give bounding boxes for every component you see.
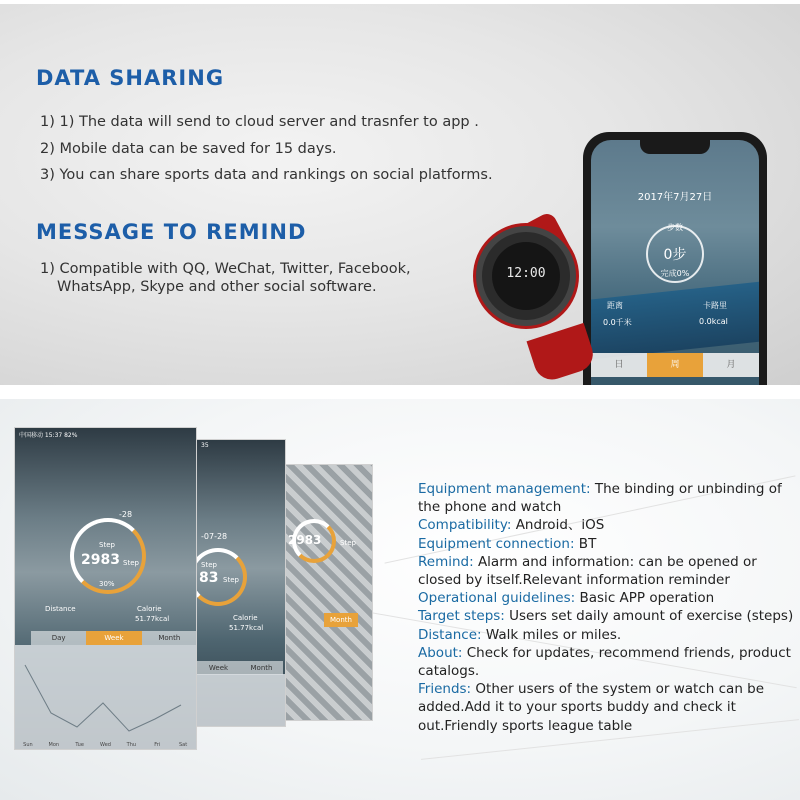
phone-notch [640, 140, 710, 154]
screen-percent: 30% [99, 580, 115, 588]
feature-label: Remind: [418, 553, 474, 570]
weekday-label: Sat [178, 742, 188, 748]
phone-date: 2017年7月27日 [637, 192, 713, 203]
feature-label: Operational guidelines: [418, 590, 576, 607]
screen-steps-unit: Step [340, 539, 356, 547]
screen-status-bar: 中国移动 15:37 82% [19, 432, 78, 439]
feature-text: The binding or unbinding of the phone and watch [418, 481, 782, 516]
phone-screen [591, 140, 759, 385]
tab-month[interactable]: 月 [726, 360, 736, 370]
feature-item [418, 553, 800, 589]
screen-steps-label: Step [99, 541, 115, 549]
weekday-label: Thu [126, 742, 137, 748]
tab-week[interactable]: Week [86, 631, 141, 645]
screen-history-chart [197, 674, 285, 726]
screen-steps-value: 2983 [81, 552, 120, 568]
screen-steps-label: Step [201, 561, 217, 569]
message-remind-heading: MESSAGE TO REMIND [36, 220, 307, 244]
phone-steps-label: 步数 [667, 223, 683, 232]
phone-steps-value: 0步 [663, 247, 687, 263]
feature-list [418, 480, 800, 735]
feature-item [418, 589, 800, 607]
phone-period-tabs [591, 353, 759, 377]
feature-text: Other users of the system or watch can be added.Add it to your sports buddy and check it out.Friendly sports league table [418, 681, 765, 734]
phone-mockup [583, 132, 767, 385]
tab-week[interactable]: Week [208, 664, 229, 672]
tab-month[interactable]: Month [324, 613, 358, 627]
feature-text: Basic APP operation [575, 590, 715, 607]
data-sharing-item: 2) Mobile data can be saved for 15 days. [40, 141, 337, 157]
feature-item [418, 516, 800, 534]
screen-date: -28 [119, 510, 133, 519]
screen-history-chart [15, 645, 196, 749]
screen-period-tabs [197, 661, 283, 675]
tab-day[interactable]: Day [51, 634, 66, 642]
screen-calorie-label: Calorie [137, 605, 162, 613]
app-features-panel [0, 399, 800, 800]
message-remind-line: WhatsApp, Skype and other social software. [57, 279, 377, 295]
feature-label: Friends: [418, 681, 472, 698]
feature-text: BT [574, 535, 597, 552]
screen-status-bar: 35 [201, 442, 209, 449]
watch-time: 12:00 [506, 266, 546, 281]
watch-face [492, 242, 560, 310]
data-sharing-item: 1) 1) The data will send to cloud server and trasnfer to app . [40, 114, 479, 130]
feature-text: Check for updates, recommend friends, product catalogs. [418, 644, 791, 680]
phone-distance-value: 0.0千米 [603, 318, 632, 327]
weekday-axis [15, 742, 196, 748]
feature-item [418, 480, 800, 516]
feature-item [418, 607, 800, 625]
tab-month[interactable]: Month [250, 664, 273, 672]
screen-date: -07-28 [201, 532, 228, 541]
phone-distance-label: 距离 [607, 301, 623, 310]
screen-steps-value: 83 [199, 570, 219, 586]
message-remind-line: 1) Compatible with QQ, WeChat, Twitter, Facebook, [40, 261, 411, 277]
screen-period-tabs [324, 613, 358, 627]
screen-steps-unit: Step [123, 559, 139, 567]
tab-week[interactable]: 周 [647, 353, 703, 377]
feature-label: About: [418, 644, 463, 661]
weekday-label: Fri [154, 742, 161, 748]
history-line-graph [15, 645, 197, 749]
feature-item [418, 644, 800, 680]
tab-day[interactable]: 日 [614, 360, 624, 370]
feature-label: Target steps: [418, 608, 505, 625]
feature-label: Equipment management: [418, 481, 591, 497]
data-sharing-item: 3) You can share sports data and rankings on social platforms. [40, 167, 493, 183]
phone-calorie-label: 卡路里 [703, 301, 727, 310]
feature-label: Equipment connection: [418, 535, 575, 552]
weekday-label: Sun [23, 742, 33, 748]
screen-period-tabs [31, 631, 197, 645]
feature-label: Distance: [418, 626, 482, 643]
weekday-label: Mon [48, 742, 60, 748]
phone-calorie-value: 0.0kcal [699, 317, 728, 326]
screen-steps-unit: Step [223, 576, 239, 584]
screen-distance-label: Distance [45, 605, 76, 613]
data-sharing-panel [0, 4, 800, 385]
app-screenshot-day [14, 427, 197, 750]
feature-text: Walk miles or miles. [481, 626, 622, 643]
screen-calorie-label: Calorie [233, 614, 258, 622]
app-screenshot-month [285, 464, 373, 721]
phone-percent: 完成0% [660, 269, 690, 278]
screen-steps-value: 2983 [288, 533, 322, 547]
feature-text: Android、iOS [511, 517, 605, 534]
weekday-label: Tue [75, 742, 84, 748]
feature-item [418, 626, 800, 644]
feature-text: Alarm and information: can be opened or closed by itself.Relevant information reminder [418, 553, 757, 589]
tab-month[interactable]: Month [158, 634, 181, 642]
weekday-label: Wed [100, 742, 111, 748]
app-screenshot-week [196, 439, 286, 727]
smartwatch [476, 226, 576, 326]
feature-label: Compatibility: [418, 517, 512, 534]
feature-text: Users set daily amount of exercise (steps) [504, 608, 794, 625]
feature-item [418, 680, 800, 735]
screen-calorie-value: 51.77kcal [229, 624, 264, 632]
data-sharing-heading: DATA SHARING [36, 66, 225, 90]
screen-calorie-value: 51.77kcal [135, 615, 170, 623]
feature-item [418, 535, 800, 553]
